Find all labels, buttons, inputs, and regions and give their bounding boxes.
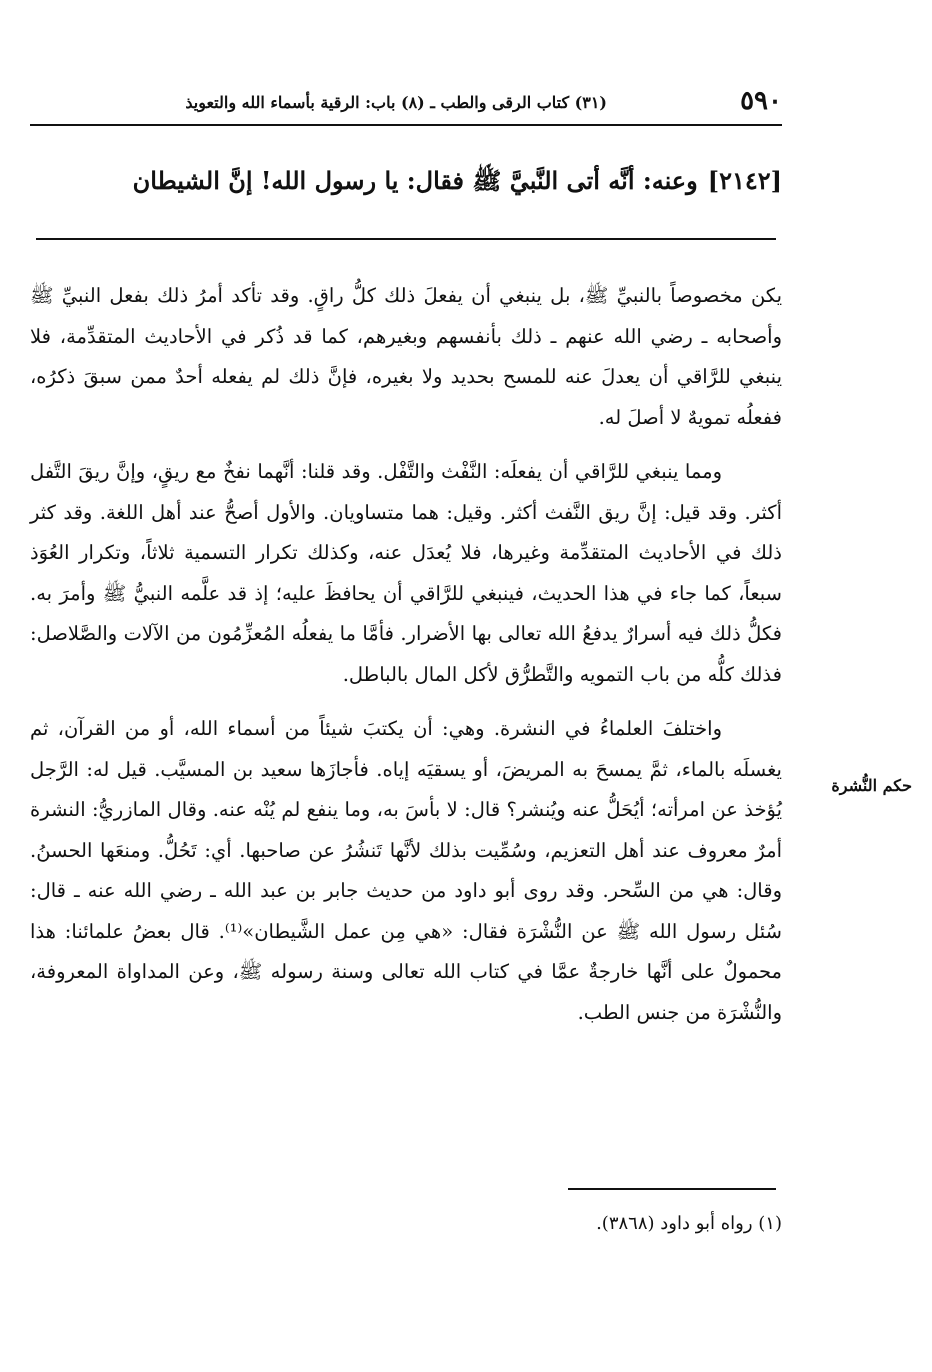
header-divider xyxy=(30,124,782,126)
footnote-divider xyxy=(568,1188,776,1190)
paragraph-2: ومما ينبغي للرَّاقي أن يفعلَه: النَّفْث والتَّفْل. وقد قلنا: أنَّهما نفخٌ مع ريقٍ، وإنَّ ريقَ التَّفل أكثر. وقد قيل: إنَّ ريق النَّفث أكثر. وقيل: هما متساويان. والأول أصحُّ عند أهل اللغة. وقد كثر ذلك في الأحاديث المتقدِّمة وغيرها، فلا يُعدَل عنه، وكذلك تكرار التسمية ثلاثاً، وتكرار العُوَذ سبعاً، كما جاء في هذا الحديث، فينبغي للرَّاقي أن يحافظَ عليه؛ إذ قد علَّمه النبيُّ ﷺ وأمرَ به. فكلُّ ذلك فيه أسرارٌ يدفعُ الله تعالى بها الأضرار. فأمَّا ما يفعلُه المُعزِّمُون من الآلات والصَّلاصل: فذلك كلُّه من باب التمويه والتَّطرُّق لأكل المال بالباطل. xyxy=(30,460,782,686)
paragraph-1: يكن مخصوصاً بالنبيِّ ﷺ، بل ينبغي أن يفعلَ ذلك كلُّ راقٍ. وقد تأكد أمرُ ذلك بفعل النبيِّ ﷺ وأصحابه ـ رضي الله عنهم ـ ذلك بأنفسهم وبغيرهم، كما قد ذُكر في الأحاديث المتقدِّمة، فلا ينبغي للرَّاقي أن يعدلَ عنه للمسح بحديد ولا بغيره، فإنَّ ذلك لم يفعله أحدٌ ممن سبقَ ذكرُه، ففعلُه تمويهٌ لا أصلَ له. xyxy=(30,284,782,429)
page-number: ٥٩٠ xyxy=(740,86,782,116)
paragraph-3: واختلفَ العلماءُ في النشرة. وهي: أن يكتبَ شيئاً من أسماء الله، أو من القرآن، ثم يغسلَه بالماء، ثمَّ يمسحَ به المريضَ، أو يسقيَه إياه. فأجازَها سعيد بن المسيَّب. قيل له: الرَّجل يُؤخذ عن امرأته؛ أيُحَلُّ عنه ويُنشر؟ قال: لا بأسَ به، وما ينفع لم يُنْه عنه. وقال المازريُّ: النشرة أمرٌ معروف عند أهل التعزيم، وسُمِّيت بذلك لأنَّها تَنشُرُ عن صاحبها. أي: تَحُلُّ. ومنعَها الحسنُ. وقال: هي من السِّحر. وقد روى أبو داود من حديث جابر بن عبد الله ـ رضي الله عنه ـ قال: سُئل رسول الله ﷺ عن النُّشْرَة فقال: «هي مِن عمل الشَّيطان»⁽¹⁾. قال بعضُ علمائنا: هذا محمولٌ على أنَّها خارجةٌ عمَّا في كتاب الله تعالى وسنة رسوله ﷺ، وعن المداواة المعروفة، والنُّشْرَة من جنس الطب. xyxy=(30,717,782,1024)
hadith-number: [٢١٤٢] xyxy=(707,166,782,195)
commentary-body xyxy=(30,276,782,1039)
hadith-text-line xyxy=(30,158,782,204)
footnote: (١) رواه أبو داود (٣٨٦٨). xyxy=(596,1213,782,1234)
running-title: (٣١) كتاب الرقى والطب ـ (٨) باب: الرقية بأسماء الله والتعويذ xyxy=(185,93,607,112)
hadith-divider xyxy=(36,238,776,240)
hadith-text: وعنه: أنَّه أتى النَّبيَّ ﷺ فقال: يا رسول الله! إنَّ الشيطان xyxy=(132,166,698,195)
page-header xyxy=(30,86,782,122)
margin-note: حكم النُّشرة xyxy=(831,776,912,795)
